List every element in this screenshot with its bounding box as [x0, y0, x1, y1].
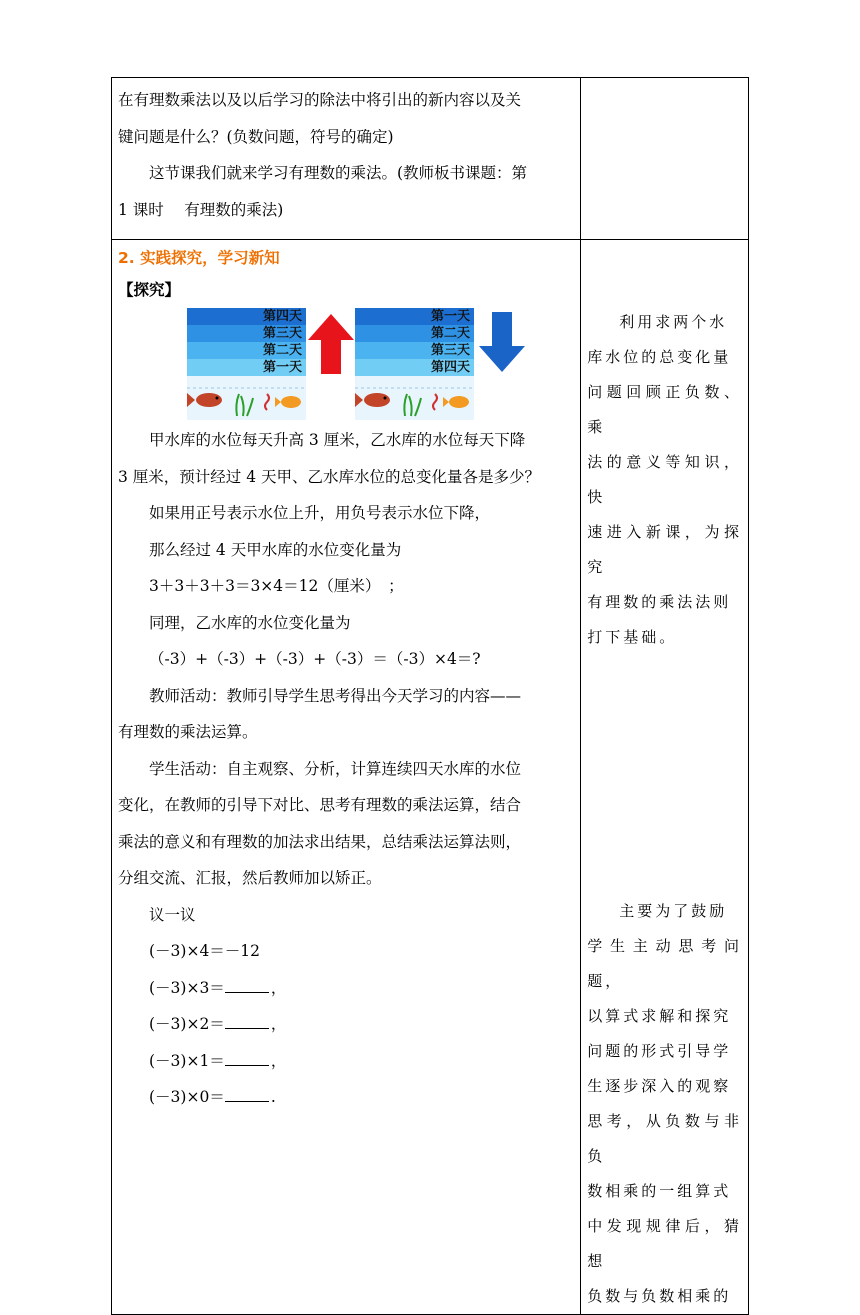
lesson-table	[111, 77, 749, 1315]
day-band: 第三天	[187, 325, 306, 342]
body-text: 如果用正号表示水位上升，用负号表示水位下降，	[149, 504, 491, 522]
answer-blank[interactable]	[225, 1051, 269, 1066]
student-activity: 分组交流、汇报，然后教师加以矫正。	[118, 869, 382, 887]
day-band: 第一天	[355, 308, 474, 325]
day-band: 第三天	[355, 342, 474, 359]
design-note-1: 利用求两个水 库水位的总变化量 问题回顾正负数、乘 法的意义等知识，快 速进入新课，为探究 有理数的乘法法则 打下基础。	[587, 313, 742, 646]
table-row	[112, 240, 749, 1315]
main-content-cell	[112, 240, 581, 1315]
reservoir-figures	[112, 306, 580, 422]
top-line: 在有理数乘法以及以后学习的除法中将引出的新内容以及关	[118, 91, 522, 109]
calc-line: (－3)×0＝ .	[149, 1088, 276, 1106]
problem-text: 3 厘米，预计经过 4 天甲、乙水库水位的总变化量各是多少？	[118, 467, 541, 486]
day-band: 第一天	[187, 359, 306, 376]
day-band: 第二天	[187, 342, 306, 359]
down-arrow-icon	[479, 312, 525, 372]
section-heading: 2. 实践探究，学习新知	[118, 249, 280, 267]
equation: （-3）+（-3）+（-3）+（-3）＝（-3）×4＝?	[149, 650, 481, 668]
problem-text: 甲水库的水位每天升高 3 厘米，乙水库的水位每天下降	[149, 431, 526, 449]
top-line: 这节课我们就来学习有理数的乘法。(教师板书课题：第	[149, 164, 528, 182]
discuss-label: 议一议	[149, 905, 196, 924]
water-area	[187, 376, 306, 420]
day-band: 第四天	[355, 359, 474, 376]
body-text: 那么经过 4 天甲水库的水位变化量为	[149, 540, 402, 559]
student-activity: 变化，在教师的引导下对比、思考有理数的乘法运算，结合	[118, 796, 522, 814]
day-band: 第二天	[355, 325, 474, 342]
answer-blank[interactable]	[225, 1014, 269, 1029]
calc-line: (－3)×2＝ ，	[149, 1015, 287, 1033]
reservoir-b-figure	[355, 308, 474, 420]
design-note-2: 主要为了鼓励 学生主动思考问题， 以算式求解和探究 问题的形式引导学 生逐步深入的观察 思考，从负数与非负 数相乘的一组算式 中发现规律后，猜想 负数与负数相乘的	[587, 902, 742, 1305]
equation: 3＋3＋3＋3＝3×4＝12（厘米） ；	[149, 577, 404, 595]
top-content-cell	[112, 78, 581, 240]
table-row	[112, 78, 749, 240]
calc-line: (－3)×4＝－12	[149, 942, 261, 960]
body-text: 同理，乙水库的水位变化量为	[149, 613, 351, 632]
top-line: 键问题是什么？(负数问题，符号的确定)	[118, 127, 394, 146]
probe-label: 【探究】	[118, 281, 181, 299]
calc-line: (－3)×3＝ ，	[149, 978, 287, 997]
answer-blank[interactable]	[225, 978, 269, 993]
fish-and-plants-icon	[355, 376, 474, 420]
calc-line: (－3)×1＝ ，	[149, 1051, 287, 1070]
day-band: 第四天	[187, 308, 306, 325]
top-line: 1 课时 有理数的乘法)	[118, 200, 284, 219]
student-activity: 学生活动：自主观察、分析，计算连续四天水库的水位	[149, 759, 522, 778]
notes-cell	[581, 240, 749, 1315]
reservoir-a-figure	[187, 308, 306, 420]
teacher-activity: 有理数的乘法运算。	[118, 723, 258, 741]
up-arrow-icon	[308, 314, 354, 374]
top-notes-cell	[581, 78, 749, 240]
student-activity: 乘法的意义和有理数的加法求出结果，总结乘法运算法则，	[118, 832, 522, 851]
answer-blank[interactable]	[225, 1087, 269, 1102]
water-area	[355, 376, 474, 420]
teacher-activity: 教师活动：教师引导学生思考得出今天学习的内容——	[149, 686, 522, 705]
fish-and-plants-icon	[187, 376, 306, 420]
